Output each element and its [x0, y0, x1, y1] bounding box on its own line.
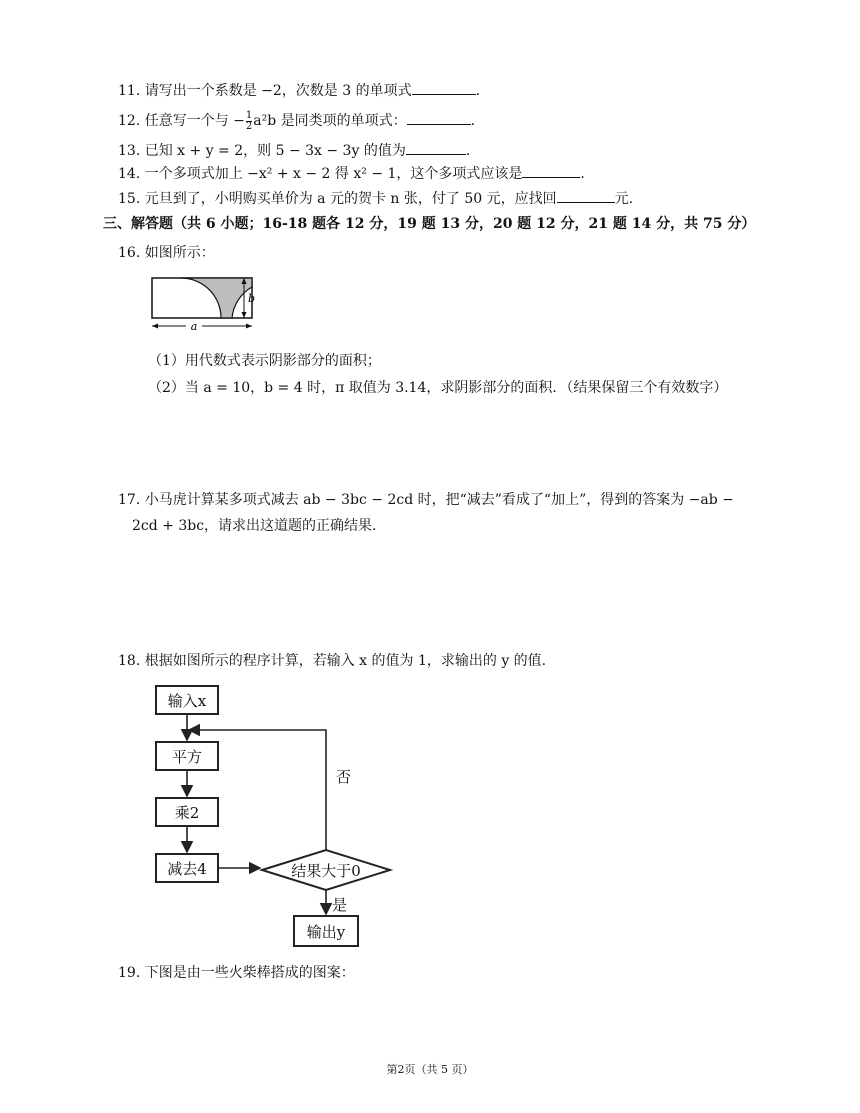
fraction: $\frac{1}{2}$	[245, 109, 253, 132]
output-label: 输出y	[306, 923, 346, 941]
question-16-part2: （2）当 a = 10，b = 4 时，π 取值为 3.14，求阴影部分的面积．（结果保留三个有效数字）	[148, 380, 728, 396]
question-17-line1: 17. 小马虎计算某多项式减去 ab − 3bc − 2cd 时，把“减去”看成了“加上”，得到的答案为 −ab −	[118, 492, 734, 508]
question-14: 14. 一个多项式加上 −x² + x − 2 得 x² − 1，这个多项式应该是 .	[118, 163, 585, 184]
question-16-stem: 16. 如图所示：	[118, 245, 215, 261]
question-11: 11. 请写出一个系数是 −2，次数是 3 的单项式 .	[118, 80, 480, 101]
question-14-text: 14. 一个多项式加上 −x² + x − 2 得 x² − 1，这个多项式应该是	[118, 166, 523, 182]
flowchart	[140, 678, 400, 950]
question-18-stem: 18. 根据如图所示的程序计算，若输入 x 的值为 1，求输出的 y 的值.	[118, 653, 547, 669]
answer-blank	[557, 188, 615, 203]
input-label: 输入x	[167, 692, 207, 710]
answer-blank	[522, 163, 580, 178]
section-title: 三、解答题（共 6 小题；16-18 题各 12 分，19 题 13 分，20 题 12 分，21 题 14 分，共 75 分）	[103, 216, 756, 232]
label-a: a	[190, 320, 198, 333]
arrow-left-icon	[152, 324, 158, 329]
question-15-text: 15. 元旦到了，小明购买单价为 a 元的贺卡 n 张，付了 50 元，应找回	[118, 191, 557, 207]
question-12-text: 12. 任意写一个与 −	[118, 113, 245, 129]
decision-label: 结果大于0	[291, 862, 361, 880]
answer-blank	[407, 110, 471, 125]
answer-blank	[412, 80, 476, 95]
no-label: 否	[336, 768, 352, 786]
question-13: 13. 已知 x + y = 2，则 5 − 3x − 3y 的值为 .	[118, 140, 470, 161]
question-15: 15. 元旦到了，小明购买单价为 a 元的贺卡 n 张，付了 50 元，应找回 元.	[118, 188, 633, 209]
subtract-label: 减去4	[167, 860, 207, 878]
multiply-label: 乘2	[174, 804, 200, 822]
question-11-text: 11. 请写出一个系数是 −2，次数是 3 的单项式	[118, 83, 412, 99]
answer-blank	[406, 140, 466, 155]
label-b: b	[248, 292, 256, 305]
question-16-part1: （1）用代数式表示阴影部分的面积；	[148, 353, 381, 369]
question-12: 12. 任意写一个与 − $\frac{1}{2}$ a²b 是同类项的单项式： .	[118, 109, 476, 132]
question-19-stem: 19. 下图是由一些火柴棒搭成的图案：	[118, 965, 355, 981]
yes-label: 是	[332, 896, 348, 914]
page-footer: 第2页（共 5 页）	[386, 1063, 474, 1076]
arrow-right-icon	[246, 324, 252, 329]
square-label: 平方	[171, 748, 203, 766]
question-13-text: 13. 已知 x + y = 2，则 5 − 3x − 3y 的值为	[118, 143, 406, 159]
question-17-line2: 2cd + 3bc，请求出这道题的正确结果.	[132, 518, 377, 534]
shaded-figure	[148, 273, 266, 335]
